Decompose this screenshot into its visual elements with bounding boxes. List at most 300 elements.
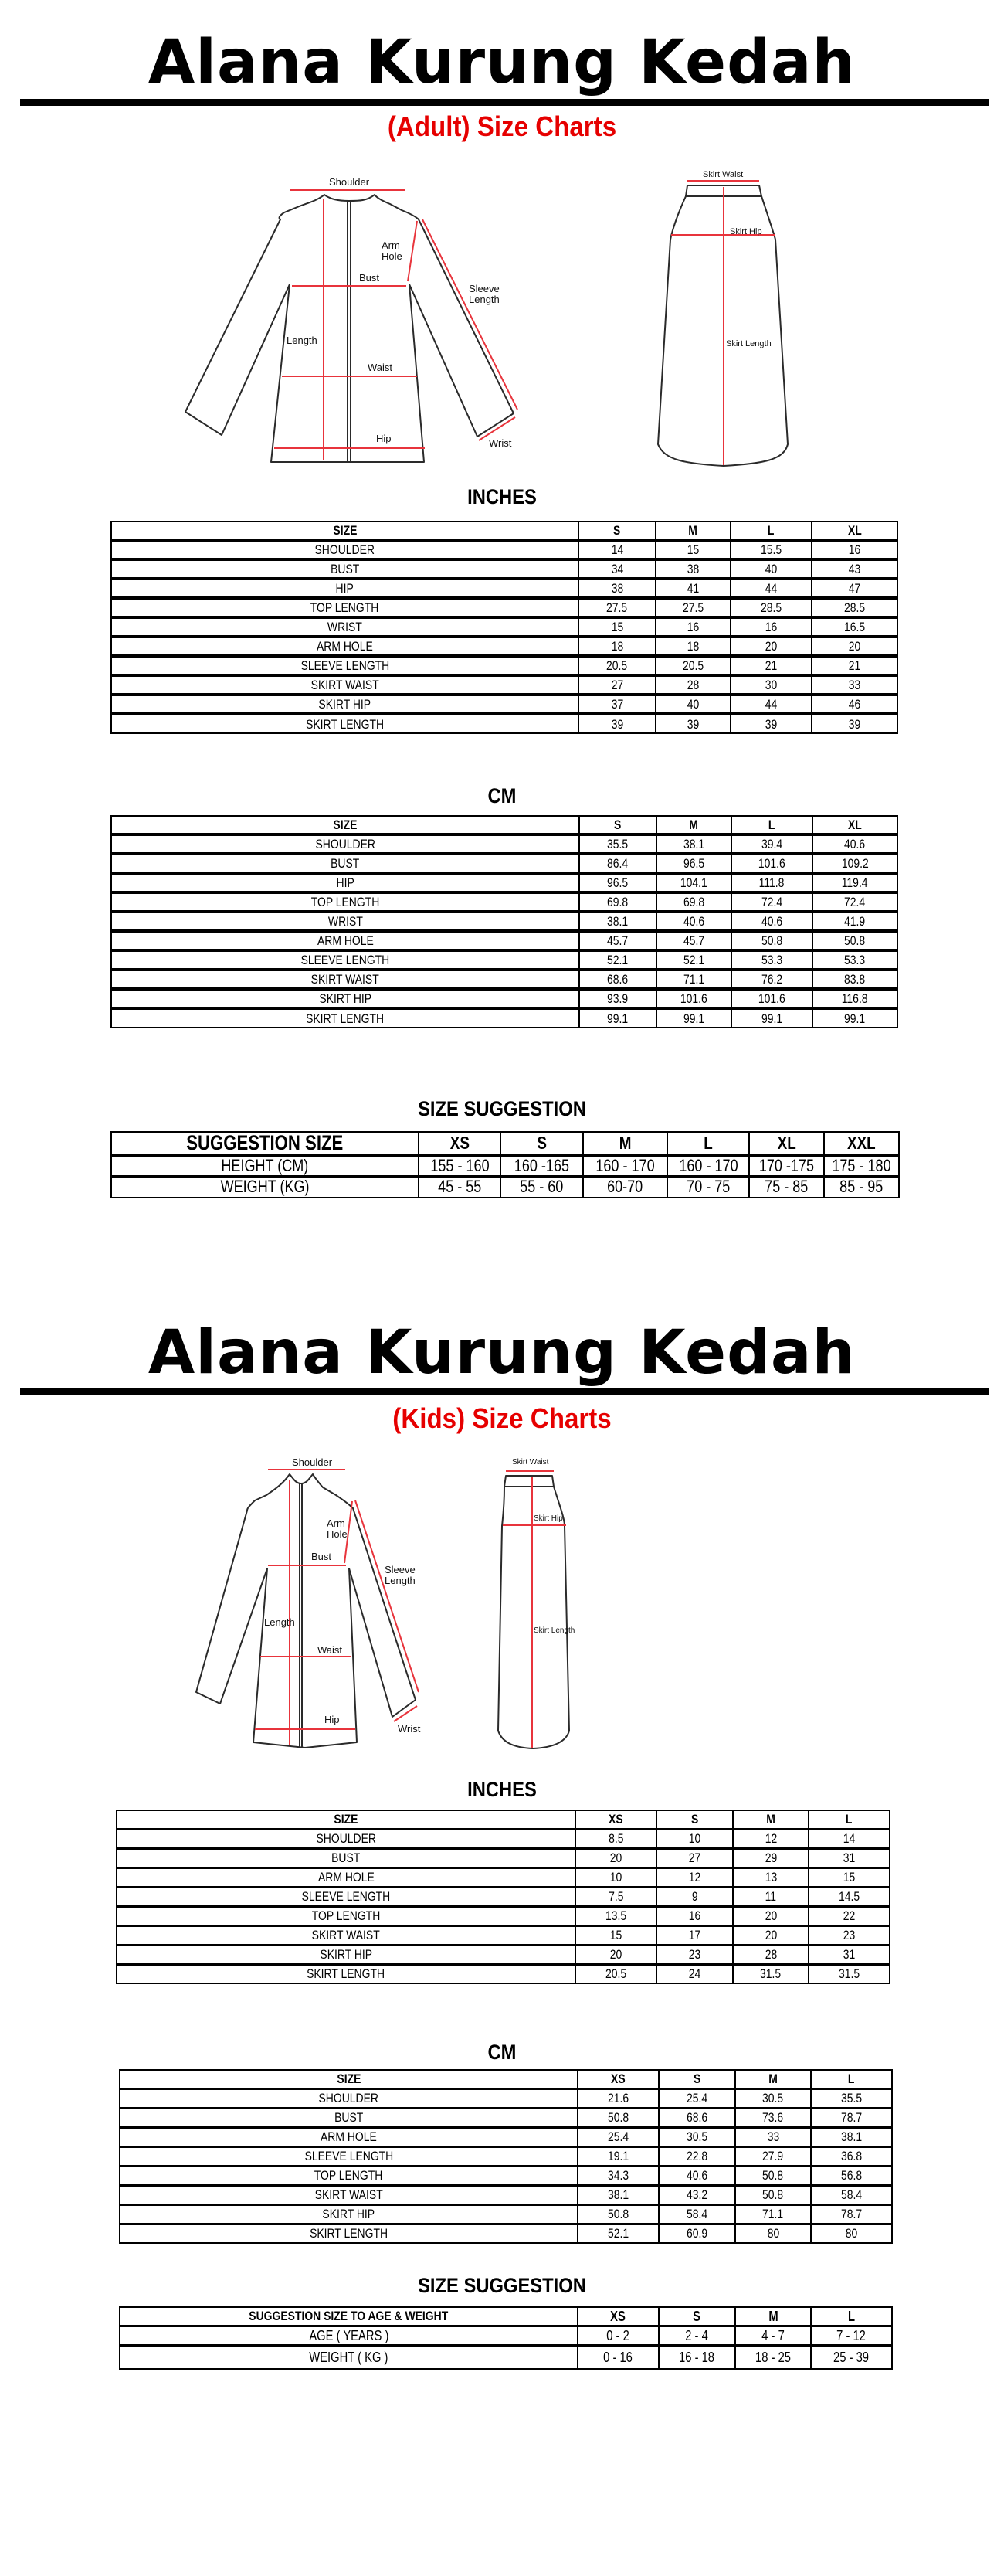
baju-outline-icon <box>196 1474 416 1748</box>
cell-text: 20.5 <box>682 658 704 673</box>
cell-text: 19.1 <box>607 2149 629 2163</box>
cell-text: 30 <box>765 678 778 692</box>
cell-text: XL <box>847 523 862 538</box>
cell-text: TOP LENGTH <box>310 895 380 909</box>
table-cell <box>579 834 656 854</box>
table-row <box>117 1964 890 1983</box>
table-cell <box>812 950 897 970</box>
table-cell <box>656 540 731 559</box>
cell-text: WRIST <box>327 620 362 634</box>
cell-text: 11 <box>765 1889 777 1904</box>
table-cell <box>579 912 656 931</box>
cell-text: XS <box>449 1133 470 1154</box>
table-cell <box>731 912 812 931</box>
table-cell <box>731 854 812 873</box>
table-cell <box>579 854 656 873</box>
table-row <box>111 1155 899 1176</box>
label-length: Length <box>287 335 317 346</box>
cell-text: 25 - 39 <box>833 2349 870 2365</box>
table-row <box>111 950 897 970</box>
table-cell <box>811 2127 892 2146</box>
cell-text: 43 <box>848 562 861 576</box>
header-cell <box>578 2307 659 2326</box>
cell-text: M <box>768 2308 778 2324</box>
label-sleeve: Sleeve <box>469 283 500 294</box>
table-cell <box>111 950 579 970</box>
table-cell <box>120 2088 578 2108</box>
table-cell <box>111 912 579 931</box>
table-cell <box>733 1867 809 1887</box>
label-hole: Hole <box>382 250 402 262</box>
table-cell <box>812 892 897 912</box>
cell-text: 44 <box>765 697 778 712</box>
cell-text: 69.8 <box>607 895 629 909</box>
table-cell <box>812 1008 897 1028</box>
table-row <box>111 931 897 950</box>
table-row <box>120 2204 892 2224</box>
table-cell <box>656 1964 733 1983</box>
table-cell <box>656 598 731 617</box>
table-cell <box>578 2345 659 2369</box>
cell-text: 104.1 <box>680 875 707 890</box>
cell-text: 40.6 <box>761 914 783 929</box>
table-cell <box>117 1925 575 1945</box>
cell-text: 60-70 <box>607 1177 643 1197</box>
cell-text: 69.8 <box>683 895 705 909</box>
table-cell <box>578 2204 659 2224</box>
table-cell <box>656 892 731 912</box>
table-cell <box>812 854 897 873</box>
cell-text: M <box>768 2071 778 2087</box>
cell-text: XS <box>610 2308 626 2324</box>
cell-text: 72.4 <box>844 895 866 909</box>
table-row <box>111 675 897 695</box>
cell-text: SKIRT HIP <box>318 697 371 712</box>
cell-text: 28.5 <box>843 600 866 615</box>
table-cell <box>659 2146 735 2166</box>
cell-text: BUST <box>331 856 360 871</box>
table-cell <box>578 695 656 714</box>
cell-text: ARM HOLE <box>317 933 374 948</box>
adult-inches-table <box>110 521 898 734</box>
table-cell <box>500 1155 583 1176</box>
cell-text: L <box>848 2071 855 2087</box>
label-sleeve-length: Length <box>469 294 500 305</box>
table-row <box>117 1906 890 1925</box>
cell-text: 56.8 <box>840 2168 863 2183</box>
table-row <box>111 598 897 617</box>
table-cell <box>656 656 731 675</box>
label-shoulder: Shoulder <box>292 1456 333 1468</box>
cell-text: 4 - 7 <box>761 2327 785 2343</box>
cell-text: 16 <box>765 620 778 634</box>
cell-text: 40 <box>687 697 700 712</box>
cell-text: BUST <box>330 562 360 576</box>
table-cell <box>809 1829 890 1848</box>
cell-text: 15 <box>687 542 700 557</box>
cell-text: ARM HOLE <box>317 1870 375 1884</box>
cell-text: 12 <box>765 1831 777 1846</box>
cell-text: SKIRT LENGTH <box>306 716 384 732</box>
cell-text: 170 -175 <box>758 1155 815 1175</box>
cell-text: TOP LENGTH <box>311 1908 381 1923</box>
cell-text: BUST <box>334 2110 364 2125</box>
table-cell <box>500 1176 583 1198</box>
cell-text: S <box>693 2308 701 2324</box>
cell-text: XL <box>848 817 862 832</box>
cell-text: 44 <box>765 581 778 596</box>
cell-text: 85 - 95 <box>839 1177 884 1197</box>
cell-text: SLEEVE LENGTH <box>301 1889 391 1904</box>
label-skirt-waist: Skirt Waist <box>512 1458 549 1466</box>
table-cell <box>656 1906 733 1925</box>
header-cell <box>731 522 812 540</box>
table-cell <box>809 1887 890 1906</box>
table-cell <box>575 1964 656 1983</box>
table-cell <box>575 1887 656 1906</box>
cell-text: 18 <box>687 639 700 654</box>
label-arm: Arm <box>327 1517 345 1529</box>
table-cell <box>656 1945 733 1964</box>
cell-text: S <box>614 817 622 832</box>
table-row <box>111 656 897 675</box>
cell-text: 38 <box>687 562 700 576</box>
table-cell <box>579 970 656 989</box>
table-cell <box>659 2166 735 2185</box>
cell-text: 155 - 160 <box>429 1155 490 1175</box>
table-cell <box>579 950 656 970</box>
label-skirt-length: Skirt Length <box>726 339 772 348</box>
table-cell <box>111 854 579 873</box>
cell-text: SIZE <box>334 1812 358 1827</box>
table-cell <box>731 579 812 598</box>
table-header-row <box>111 1132 899 1155</box>
cell-text: 70 - 75 <box>686 1177 731 1197</box>
table-header-row <box>120 2070 892 2088</box>
table-cell <box>735 2146 811 2166</box>
cell-text: 29 <box>765 1850 777 1865</box>
table-cell <box>111 617 578 637</box>
cell-text: 23 <box>843 1928 856 1942</box>
table-cell <box>811 2108 892 2127</box>
cell-text: L <box>768 817 775 832</box>
table-row <box>111 637 897 656</box>
header-cell <box>120 2070 578 2088</box>
cell-text: 40.6 <box>683 914 705 929</box>
label-wrist: Wrist <box>489 437 512 449</box>
table-cell <box>812 873 897 892</box>
cell-text: 21 <box>848 658 861 673</box>
cell-text: 22.8 <box>686 2149 708 2163</box>
table-cell <box>667 1155 749 1176</box>
cell-text: 50.8 <box>607 2110 629 2125</box>
cell-text: 93.9 <box>607 991 629 1006</box>
table-cell <box>656 675 731 695</box>
cell-text: XS <box>611 2071 626 2087</box>
cell-text: 8.5 <box>608 1831 624 1846</box>
table-cell <box>579 892 656 912</box>
cell-text: TOP LENGTH <box>314 2168 383 2183</box>
table-cell <box>120 2185 578 2204</box>
table-cell <box>575 1829 656 1848</box>
table-cell <box>811 2088 892 2108</box>
table-cell <box>731 714 812 733</box>
table-cell <box>578 598 656 617</box>
table-row <box>120 2108 892 2127</box>
cell-text: L <box>846 1812 853 1827</box>
cell-text: SKIRT LENGTH <box>310 2226 388 2241</box>
table-cell <box>731 873 812 892</box>
cell-text: 14.5 <box>838 1889 860 1904</box>
cell-text: SKIRT HIP <box>319 991 371 1006</box>
adult-size-suggestion-table <box>110 1131 900 1198</box>
table-cell <box>111 656 578 675</box>
cell-text: 52.1 <box>607 953 629 967</box>
cell-text: 20 <box>609 1850 622 1865</box>
table-row <box>120 2326 892 2345</box>
table-cell <box>824 1176 899 1198</box>
cell-text: 101.6 <box>758 991 785 1006</box>
cell-text: 75 - 85 <box>765 1177 809 1197</box>
table-cell <box>111 970 579 989</box>
table-cell <box>735 2088 811 2108</box>
header-cell <box>579 816 656 834</box>
cell-text: 27 <box>611 678 623 692</box>
table-cell <box>656 1887 733 1906</box>
header-cell <box>659 2307 735 2326</box>
table-cell <box>120 2127 578 2146</box>
cell-text: 21 <box>765 658 778 673</box>
table-cell <box>809 1945 890 1964</box>
table-cell <box>812 989 897 1008</box>
table-cell <box>811 2204 892 2224</box>
cell-text: 21.6 <box>607 2091 629 2105</box>
cell-text: 68.6 <box>607 972 629 987</box>
table-cell <box>120 2146 578 2166</box>
table-cell <box>811 2166 892 2185</box>
cell-text: HEIGHT (CM) <box>221 1155 309 1175</box>
measure-lines-icon <box>274 190 517 460</box>
table-cell <box>733 1925 809 1945</box>
table-cell <box>575 1848 656 1867</box>
table-cell <box>731 931 812 950</box>
cell-text: 45 - 55 <box>437 1177 482 1197</box>
label-skirt-hip: Skirt Hip <box>730 227 762 236</box>
cell-text: SKIRT HIP <box>320 1947 372 1962</box>
table-cell <box>731 834 812 854</box>
table-cell <box>111 675 578 695</box>
cell-text: XL <box>777 1133 796 1154</box>
cell-text: 99.1 <box>683 1011 705 1026</box>
table-cell <box>731 656 812 675</box>
table-cell <box>579 1008 656 1028</box>
table-row <box>117 1887 890 1906</box>
cell-text: HIP <box>336 875 354 890</box>
measure-lines-icon <box>255 1470 419 1745</box>
kids-cm-table <box>119 2069 893 2244</box>
table-cell <box>656 1848 733 1867</box>
adult-cm-table <box>110 815 898 1028</box>
cell-text: 111.8 <box>759 875 785 890</box>
table-cell <box>583 1155 667 1176</box>
table-cell <box>809 1925 890 1945</box>
cell-text: 38 <box>611 581 623 596</box>
table-row <box>117 1945 890 1964</box>
divider-kids <box>20 1388 989 1395</box>
cell-text: 38.1 <box>607 2187 629 2202</box>
cell-text: 28 <box>765 1947 777 1962</box>
cell-text: 53.3 <box>761 953 783 967</box>
table-header-row <box>117 1810 890 1829</box>
header-cell <box>419 1132 500 1155</box>
cell-text: 20 <box>765 639 778 654</box>
cell-text: SUGGESTION SIZE TO AGE & WEIGHT <box>249 2309 449 2324</box>
table-row <box>111 540 897 559</box>
cell-text: L <box>847 2308 856 2324</box>
cell-text: 71.1 <box>683 972 705 987</box>
table-cell <box>656 950 731 970</box>
table-row <box>111 834 897 854</box>
table-cell <box>659 2345 735 2369</box>
cell-text: 50.8 <box>761 933 783 948</box>
table-row <box>111 1176 899 1198</box>
cell-text: WRIST <box>327 914 363 929</box>
cell-text: SKIRT WAIST <box>310 972 380 987</box>
cell-text: 16 <box>688 1908 701 1923</box>
cell-text: 60.9 <box>686 2226 708 2241</box>
table-cell <box>578 2088 659 2108</box>
table-cell <box>120 2345 578 2369</box>
cell-text: 99.1 <box>844 1011 866 1026</box>
section-title-adult-cm: CM <box>487 784 517 807</box>
table-cell <box>731 892 812 912</box>
table-row <box>120 2224 892 2243</box>
table-header-row <box>111 816 897 834</box>
brand-title-adult: Alana Kurung Kedah <box>148 28 856 97</box>
cell-text: 16.5 <box>843 620 866 634</box>
cell-text: 40.6 <box>844 837 866 851</box>
cell-text: 50.8 <box>762 2187 784 2202</box>
table-cell <box>120 2166 578 2185</box>
table-row <box>111 854 897 873</box>
skirt-measurement-diagram-kids <box>483 1445 575 1754</box>
table-cell <box>731 598 812 617</box>
cell-text: ARM HOLE <box>321 2129 377 2144</box>
table-row <box>120 2127 892 2146</box>
cell-text: 24 <box>688 1966 701 1982</box>
table-row <box>120 2146 892 2166</box>
cell-text: 101.6 <box>680 991 707 1006</box>
table-cell <box>656 834 731 854</box>
header-cell <box>659 2070 735 2088</box>
cell-text: 34 <box>611 562 623 576</box>
section-title-kids-inches: INCHES <box>467 1778 537 1801</box>
table-cell <box>735 2108 811 2127</box>
table-cell <box>578 637 656 656</box>
cell-text: M <box>688 523 698 538</box>
cell-text: 25.4 <box>607 2129 629 2144</box>
table-cell <box>733 1964 809 1983</box>
cell-text: 116.8 <box>842 991 868 1006</box>
cell-text: 20.5 <box>606 658 628 673</box>
cell-text: 22 <box>843 1908 856 1923</box>
cell-text: 83.8 <box>844 972 866 987</box>
table-cell <box>578 617 656 637</box>
cell-text: TOP LENGTH <box>310 600 379 615</box>
table-cell <box>812 617 897 637</box>
table-cell <box>812 695 897 714</box>
table-cell <box>656 559 731 579</box>
cell-text: 16 <box>848 542 861 557</box>
table-cell <box>111 540 578 559</box>
cell-text: SIZE <box>332 523 357 538</box>
cell-text: 13 <box>765 1870 777 1884</box>
cell-text: SLEEVE LENGTH <box>300 658 389 673</box>
cell-text: L <box>768 523 775 538</box>
cell-text: 43.2 <box>686 2187 708 2202</box>
table-row <box>117 1867 890 1887</box>
table-cell <box>656 1867 733 1887</box>
label-skirt-waist: Skirt Waist <box>703 170 744 179</box>
table-cell <box>583 1176 667 1198</box>
table-row <box>111 1008 897 1028</box>
cell-text: 52.1 <box>607 2226 629 2241</box>
header-cell <box>656 816 731 834</box>
table-row <box>111 989 897 1008</box>
cell-text: 13.5 <box>605 1908 627 1923</box>
table-cell <box>656 854 731 873</box>
table-cell <box>111 1008 579 1028</box>
header-cell <box>575 1810 656 1829</box>
cell-text: SKIRT HIP <box>322 2207 375 2221</box>
header-cell <box>578 522 656 540</box>
table-cell <box>111 637 578 656</box>
cell-text: AGE ( YEARS ) <box>308 2327 389 2343</box>
table-cell <box>812 656 897 675</box>
header-cell <box>811 2307 892 2326</box>
table-cell <box>419 1155 500 1176</box>
table-cell <box>659 2326 735 2345</box>
table-cell <box>811 2326 892 2345</box>
table-cell <box>120 2204 578 2224</box>
table-cell <box>578 656 656 675</box>
cell-text: 16 <box>687 620 700 634</box>
table-cell <box>117 1867 575 1887</box>
table-cell <box>656 873 731 892</box>
section-title-adult-suggestion: SIZE SUGGESTION <box>418 1097 586 1120</box>
table-cell <box>659 2127 735 2146</box>
label-wrist: Wrist <box>398 1723 421 1735</box>
cell-text: 99.1 <box>761 1011 783 1026</box>
table-cell <box>117 1887 575 1906</box>
table-cell <box>656 579 731 598</box>
label-arm: Arm <box>382 240 400 251</box>
cell-text: SHOULDER <box>316 1831 376 1846</box>
cell-text: 16 - 18 <box>679 2349 715 2365</box>
cell-text: 109.2 <box>841 856 869 871</box>
table-cell <box>731 675 812 695</box>
cell-text: 10 <box>688 1831 701 1846</box>
section-title-kids-suggestion: SIZE SUGGESTION <box>418 2274 586 2297</box>
cell-text: 68.6 <box>686 2110 708 2125</box>
table-cell <box>659 2185 735 2204</box>
table-cell <box>733 1945 809 1964</box>
cell-text: 101.6 <box>758 856 785 871</box>
table-cell <box>731 970 812 989</box>
cell-text: 30.5 <box>686 2129 708 2144</box>
cell-text: 17 <box>688 1928 701 1942</box>
table-cell <box>111 598 578 617</box>
